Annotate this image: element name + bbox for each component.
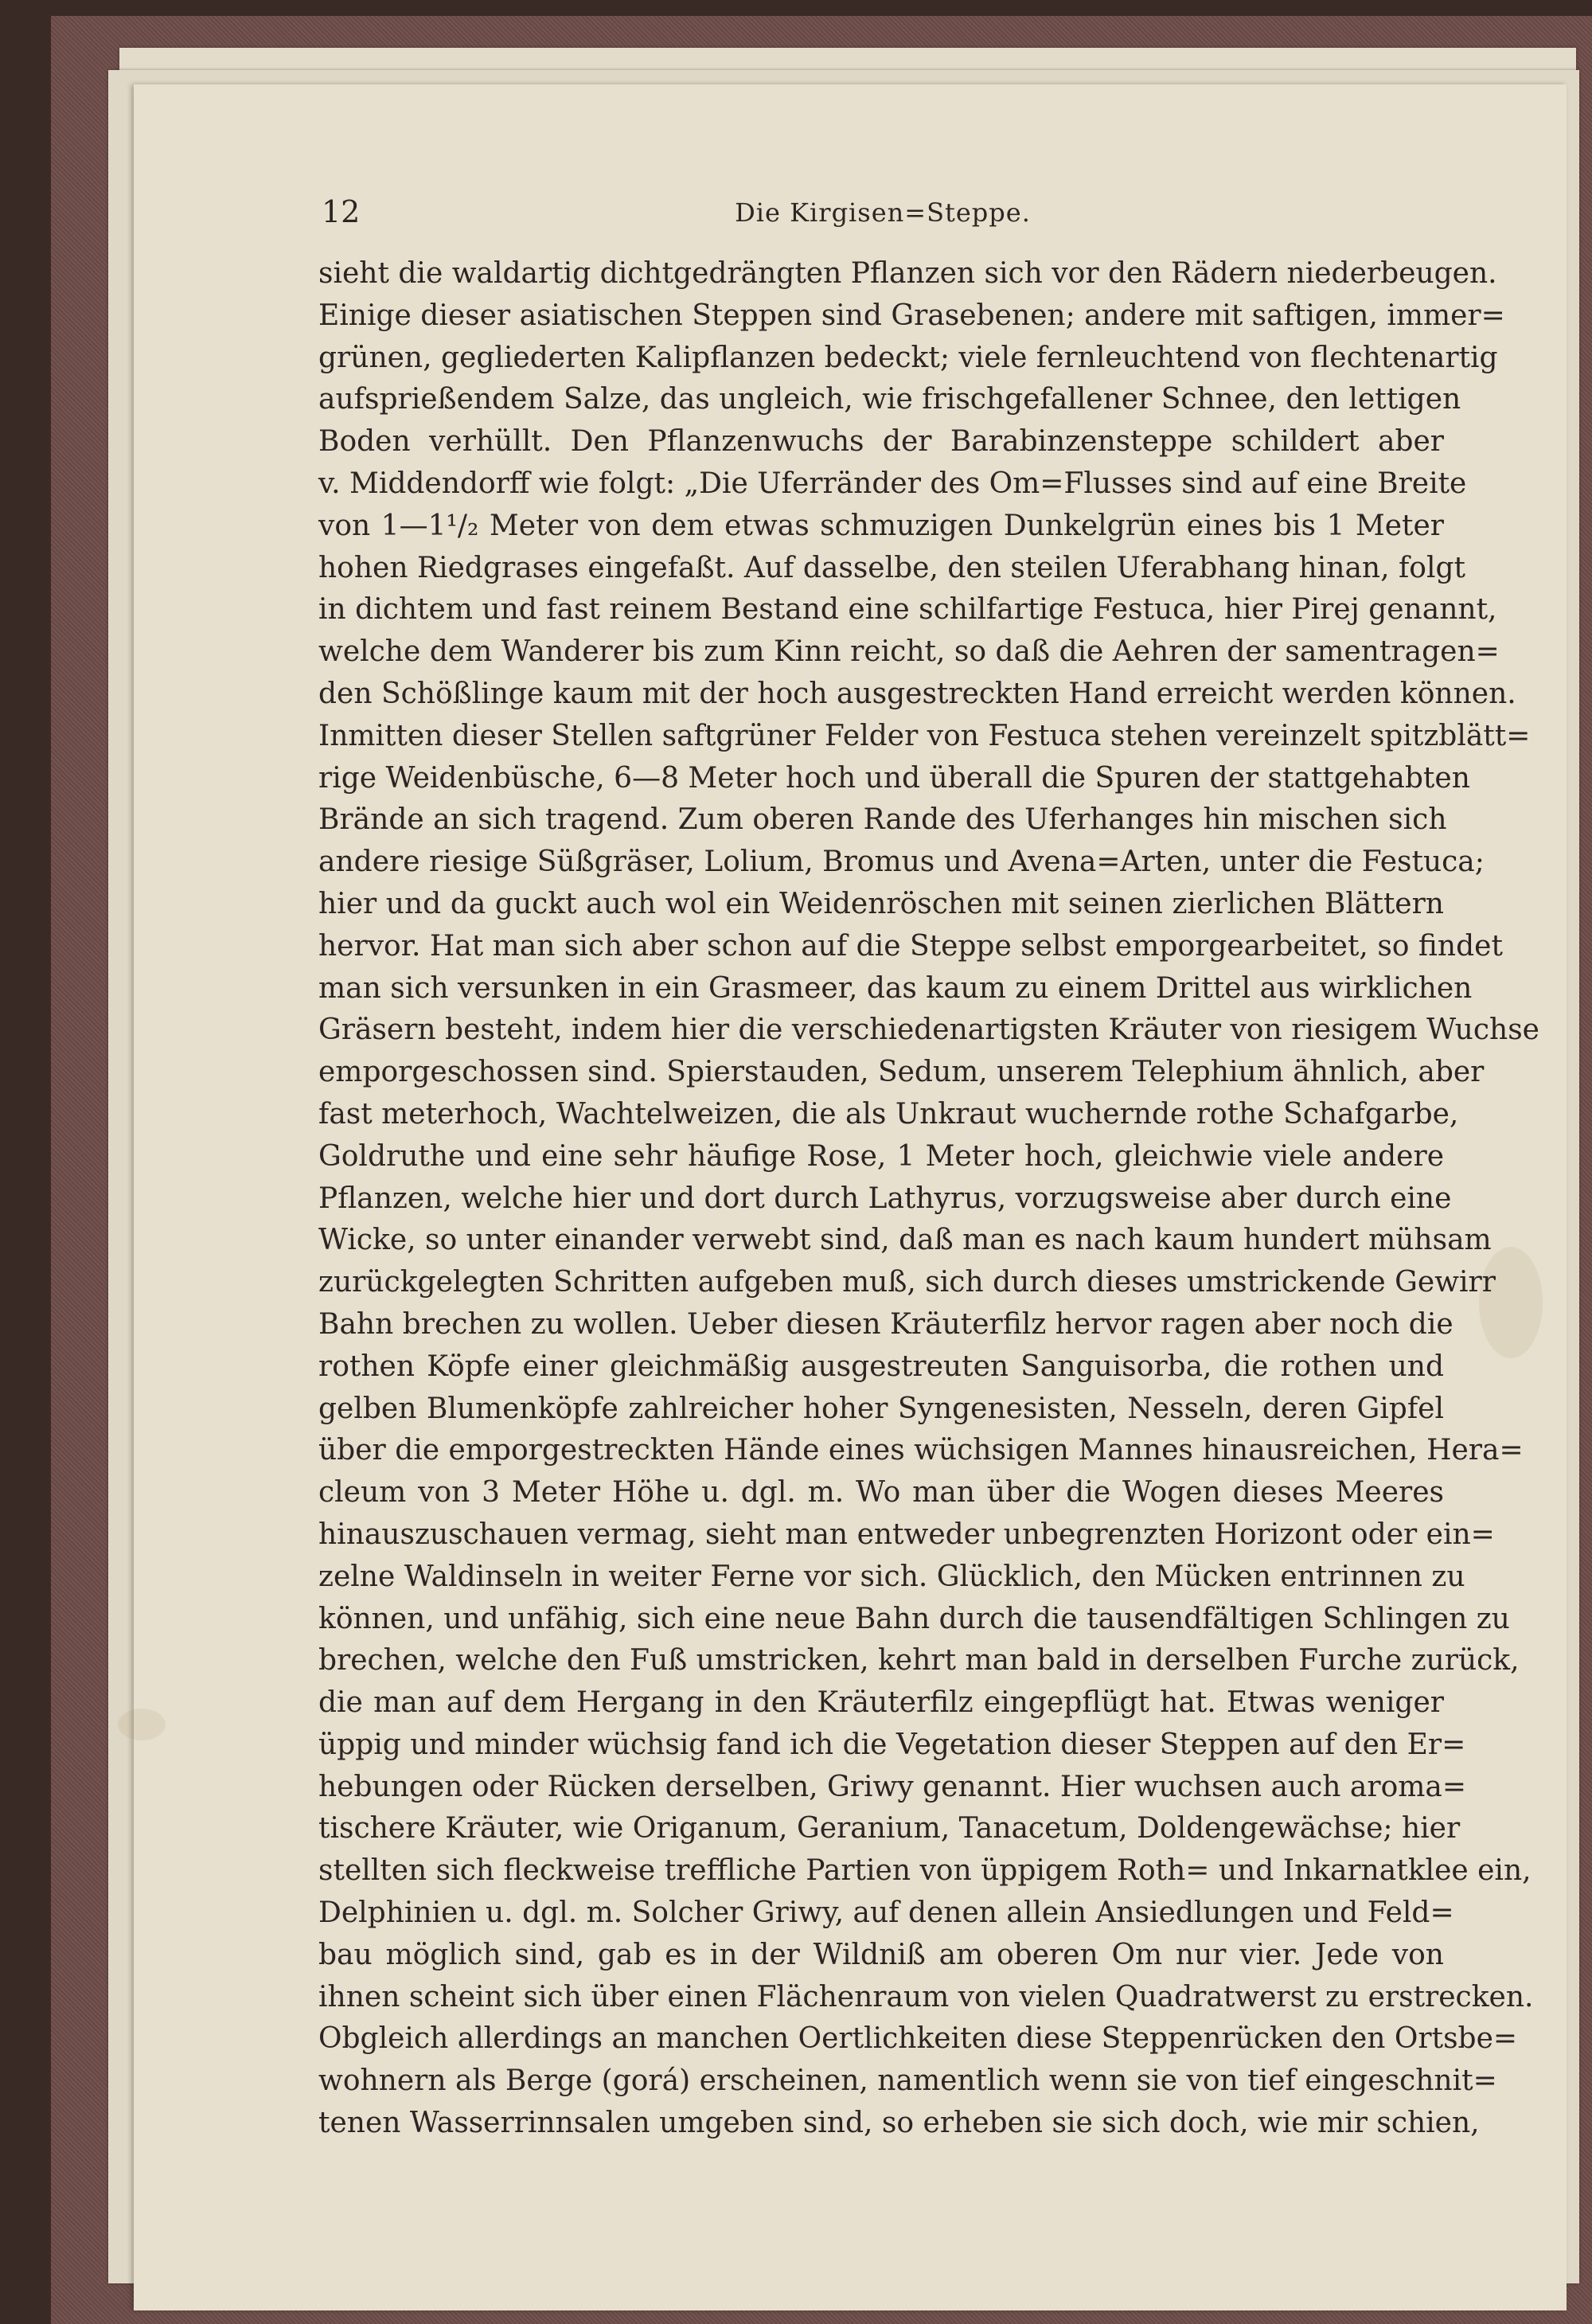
body-text [318,253,1539,2145]
text-line: grünen, gegliederten Kalipflanzen bedeckt; viele fernleuchtend von flechtenartig [318,341,1498,374]
text-line: man sich versunken in ein Grasmeer, das kaum zu einem Drittel aus wirklichen [318,971,1473,1005]
text-line: in dichtem und fast reinem Bestand eine schilfartige Festuca, hier Pirej genannt, [318,593,1497,627]
text-line: Wicke, so unter einander verwebt sind, daß man es nach kaum hundert mühsam [318,1224,1492,1257]
text-line: aufsprießendem Salze, das ungleich, wie frischgefallener Schnee, den lettigen [318,383,1461,416]
page-header [322,194,1444,236]
text-line: cleum von 3 Meter Höhe u. dgl. m. Wo man über die Wogen dieses Meeres [318,1476,1444,1510]
running-title: Die Kirgisen=Steppe. [735,197,1031,228]
text-line: welche dem Wanderer bis zum Kinn reicht, so daß die Aehren der samentragen= [318,635,1500,669]
text-line: hier und da guckt auch wol ein Weidenröschen mit seinen zierlichen Blättern [318,887,1444,920]
text-line: Einige dieser asiatischen Steppen sind Grasebenen; andere mit saftigen, immer= [318,299,1505,332]
text-line: können, und unfähig, sich eine neue Bahn durch die tausendfältigen Schlingen zu [318,1602,1510,1635]
text-line: stellten sich fleckweise treffliche Partien von üppigem Roth= und Inkarnatklee ein, [318,1854,1532,1888]
text-line: Gräsern besteht, indem hier die verschiedenartigsten Kräuter von riesigem Wuchse [318,1014,1539,1047]
text-line: hohen Riedgrases eingefaßt. Auf dasselbe, den steilen Uferabhang hinan, folgt [318,551,1466,584]
text-line: v. Middendorff wie folgt: „Die Uferränder des Om=Flusses sind auf eine Breite [318,467,1467,500]
text-line: Brände an sich tragend. Zum oberen Rande des Uferhanges hin mischen sich [318,803,1447,837]
text-line: die man auf dem Hergang in den Kräuterfilz eingepflügt hat. Etwas weniger [318,1686,1444,1720]
text-line: Pflanzen, welche hier und dort durch Lathyrus, vorzugsweise aber durch eine [318,1182,1452,1215]
text-line: hervor. Hat man sich aber schon auf die Steppe selbst emporgearbeitet, so findet [318,929,1503,963]
text-line: Boden verhüllt. Den Pflanzenwuchs der Barabinzensteppe schildert aber [318,425,1444,459]
text-line: zurückgelegten Schritten aufgeben muß, sich durch dieses umstrickende Gewirr [318,1266,1496,1299]
text-line: hinauszuschauen vermag, sieht man entweder unbegrenzten Horizont oder ein= [318,1517,1495,1551]
text-line: sieht die waldartig dichtgedrängten Pflanzen sich vor den Rädern niederbeugen. [318,257,1497,290]
text-line: gelben Blumenköpfe zahlreicher hoher Syngenesisten, Nesseln, deren Gipfel [318,1392,1444,1425]
text-line: wohnern als Berge (gorá) erscheinen, namentlich wenn sie von tief eingeschnit= [318,2064,1497,2098]
text-line: hebungen oder Rücken derselben, Griwy genannt. Hier wuchsen auch aroma= [318,1770,1467,1803]
text-line: tenen Wasserrinnsalen umgeben sind, so erheben sie sich doch, wie mir schien, [318,2107,1480,2140]
text-line: brechen, welche den Fuß umstricken, kehrt man bald in derselben Furche zurück, [318,1644,1520,1678]
text-line: andere riesige Süßgräser, Lolium, Bromus und Avena=Arten, unter die Festuca; [318,846,1485,879]
text-line: Obgleich allerdings an manchen Oertlichkeiten diese Steppenrücken den Ortsbe= [318,2022,1518,2056]
text-line: ihnen scheint sich über einen Flächenraum von vielen Quadratwerst zu erstrecken. [318,1980,1534,2013]
text-line: Bahn brechen zu wollen. Ueber diesen Kräuterfilz hervor ragen aber noch die [318,1307,1453,1341]
text-line: tischere Kräuter, wie Origanum, Geranium, Tanacetum, Doldengewächse; hier [318,1812,1461,1846]
text-line: zelne Waldinseln in weiter Ferne vor sich. Glücklich, den Mücken entrinnen zu [318,1560,1465,1593]
text-line: üppig und minder wüchsig fand ich die Vegetation dieser Steppen auf den Er= [318,1728,1466,1761]
text-line: von 1—1¹/₂ Meter von dem etwas schmuzigen Dunkelgrün eines bis 1 Meter [318,509,1444,542]
text-line: bau möglich sind, gab es in der Wildniß am oberen Om nur vier. Jede von [318,1938,1444,1971]
page-number: 12 [322,194,361,229]
text-line: fast meterhoch, Wachtelweizen, die als Unkraut wuchernde rothe Schafgarbe, [318,1097,1459,1131]
text-line: den Schößlinge kaum mit der hoch ausgestreckten Hand erreicht werden können. [318,677,1516,710]
text-line: Inmitten dieser Stellen saftgrüner Felder von Festuca stehen vereinzelt spitzblätt= [318,719,1531,752]
text-line: Goldruthe und eine sehr häufige Rose, 1 Meter hoch, gleichwie viele andere [318,1139,1444,1173]
text-line: rothen Köpfe einer gleichmäßig ausgestreuten Sanguisorba, die rothen und [318,1349,1444,1383]
text-line: über die emporgestreckten Hände eines wüchsigen Mannes hinausreichen, Hera= [318,1434,1524,1467]
text-line: Delphinien u. dgl. m. Solcher Griwy, auf denen allein Ansiedlungen und Feld= [318,1896,1454,1930]
paper-stain [118,1709,166,1740]
text-line: rige Weidenbüsche, 6—8 Meter hoch und überall die Spuren der stattgehabten [318,761,1470,795]
text-line: emporgeschossen sind. Spierstauden, Sedum, unserem Telephium ähnlich, aber [318,1056,1485,1089]
paper-stain [1479,1247,1543,1358]
